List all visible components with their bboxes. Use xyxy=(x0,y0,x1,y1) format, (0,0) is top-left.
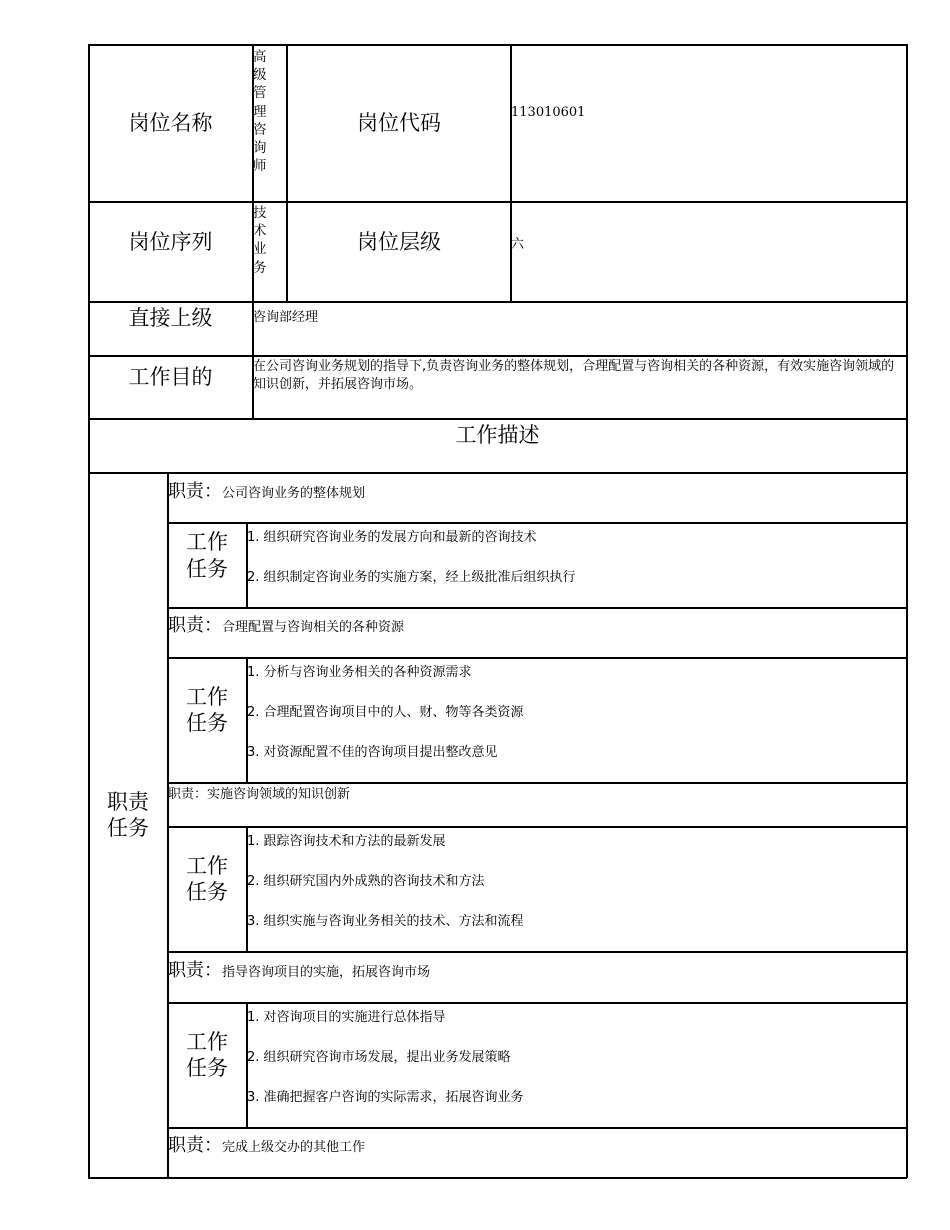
position-level-value: 六 xyxy=(511,237,525,252)
responsibility-side-label xyxy=(89,473,167,1157)
work-purpose-label: 工作目的 xyxy=(128,364,213,389)
task-label xyxy=(168,1003,246,1107)
duty-text: 公司咨询业务的整体规划 xyxy=(222,486,366,501)
position-series-value: 技术业务 xyxy=(253,205,267,276)
section-title: 工作描述 xyxy=(455,422,540,447)
col-divider xyxy=(510,44,512,302)
position-name-value: 高级管理咨询师 xyxy=(253,49,267,175)
table-border-right xyxy=(906,44,908,1178)
task-list xyxy=(247,658,902,782)
duty-colon: ： xyxy=(204,481,222,502)
duty-key: 职责 xyxy=(168,615,204,636)
duty-text: 指导咨询项目的实施，拓展咨询市场 xyxy=(222,965,431,980)
duty-text: 完成上级交办的其他工作 xyxy=(222,1140,366,1155)
task-item: 3. 准确把握客户咨询的实际需求，拓展咨询业务 xyxy=(247,1090,524,1105)
task-label-text: 工作任务 xyxy=(186,684,228,735)
work-purpose-value: 在公司咨询业务规划的指导下,负责咨询业务的整体规划，合理配置与咨询相关的各种资源，有效实施咨询领域的知识创新，并拓展咨询市场。 xyxy=(253,359,895,392)
task-list xyxy=(247,827,902,951)
task-item: 2. 组织研究国内外成熟的咨询技术和方法 xyxy=(247,874,485,889)
direct-superior-label: 直接上级 xyxy=(128,305,213,330)
duty-row xyxy=(168,956,430,982)
duty-key: 职责 xyxy=(168,960,204,981)
task-item: 2. 合理配置咨询项目中的人、财、物等各类资源 xyxy=(247,705,524,720)
task-item: 3. 对资源配置不佳的咨询项目提出整改意见 xyxy=(247,745,498,760)
task-item: 3. 组织实施与咨询业务相关的技术、方法和流程 xyxy=(247,914,524,929)
task-item: 1. 对咨询项目的实施进行总体指导 xyxy=(247,1010,446,1025)
duty-text: 职责：实施咨询领域的知识创新 xyxy=(168,787,351,802)
duty-row xyxy=(168,477,365,503)
task-item: 1. 跟踪咨询技术和方法的最新发展 xyxy=(247,834,446,849)
row-divider xyxy=(167,782,907,784)
task-label-text: 工作任务 xyxy=(186,853,228,904)
duty-key: 职责 xyxy=(168,1135,204,1156)
position-series-label: 岗位序列 xyxy=(128,229,213,254)
task-label xyxy=(168,827,246,931)
duty-colon: ： xyxy=(204,1135,222,1156)
table-border-bottom xyxy=(88,1177,907,1179)
row-divider xyxy=(167,607,907,609)
task-item: 2. 组织制定咨询业务的实施方案，经上级批准后组织执行 xyxy=(247,570,576,585)
task-label xyxy=(168,523,246,588)
task-list xyxy=(247,523,902,607)
duty-colon: ： xyxy=(204,615,222,636)
task-item: 1. 组织研究咨询业务的发展方向和最新的咨询技术 xyxy=(247,530,537,545)
task-label xyxy=(168,658,246,762)
task-list xyxy=(247,1003,902,1127)
position-code-value: 113010601 xyxy=(511,105,586,120)
duty-key: 职责 xyxy=(168,481,204,502)
duty-text: 合理配置与咨询相关的各种资源 xyxy=(222,620,405,635)
direct-superior-value: 咨询部经理 xyxy=(253,310,319,325)
position-code-label: 岗位代码 xyxy=(357,110,441,135)
position-level-label: 岗位层级 xyxy=(357,229,441,254)
responsibility-side-label-text: 职责任务 xyxy=(107,789,149,840)
task-label-text: 工作任务 xyxy=(186,530,228,581)
position-name-label: 岗位名称 xyxy=(128,110,213,135)
task-item: 2. 组织研究咨询市场发展，提出业务发展策略 xyxy=(247,1050,511,1065)
row-divider xyxy=(88,472,907,474)
row-divider xyxy=(167,1127,907,1129)
duty-row xyxy=(168,611,404,637)
task-label-text: 工作任务 xyxy=(186,1029,228,1080)
row-divider xyxy=(167,951,907,953)
duty-colon: ： xyxy=(204,960,222,981)
task-item: 1. 分析与咨询业务相关的各种资源需求 xyxy=(247,665,472,680)
duty-row xyxy=(168,1131,365,1157)
